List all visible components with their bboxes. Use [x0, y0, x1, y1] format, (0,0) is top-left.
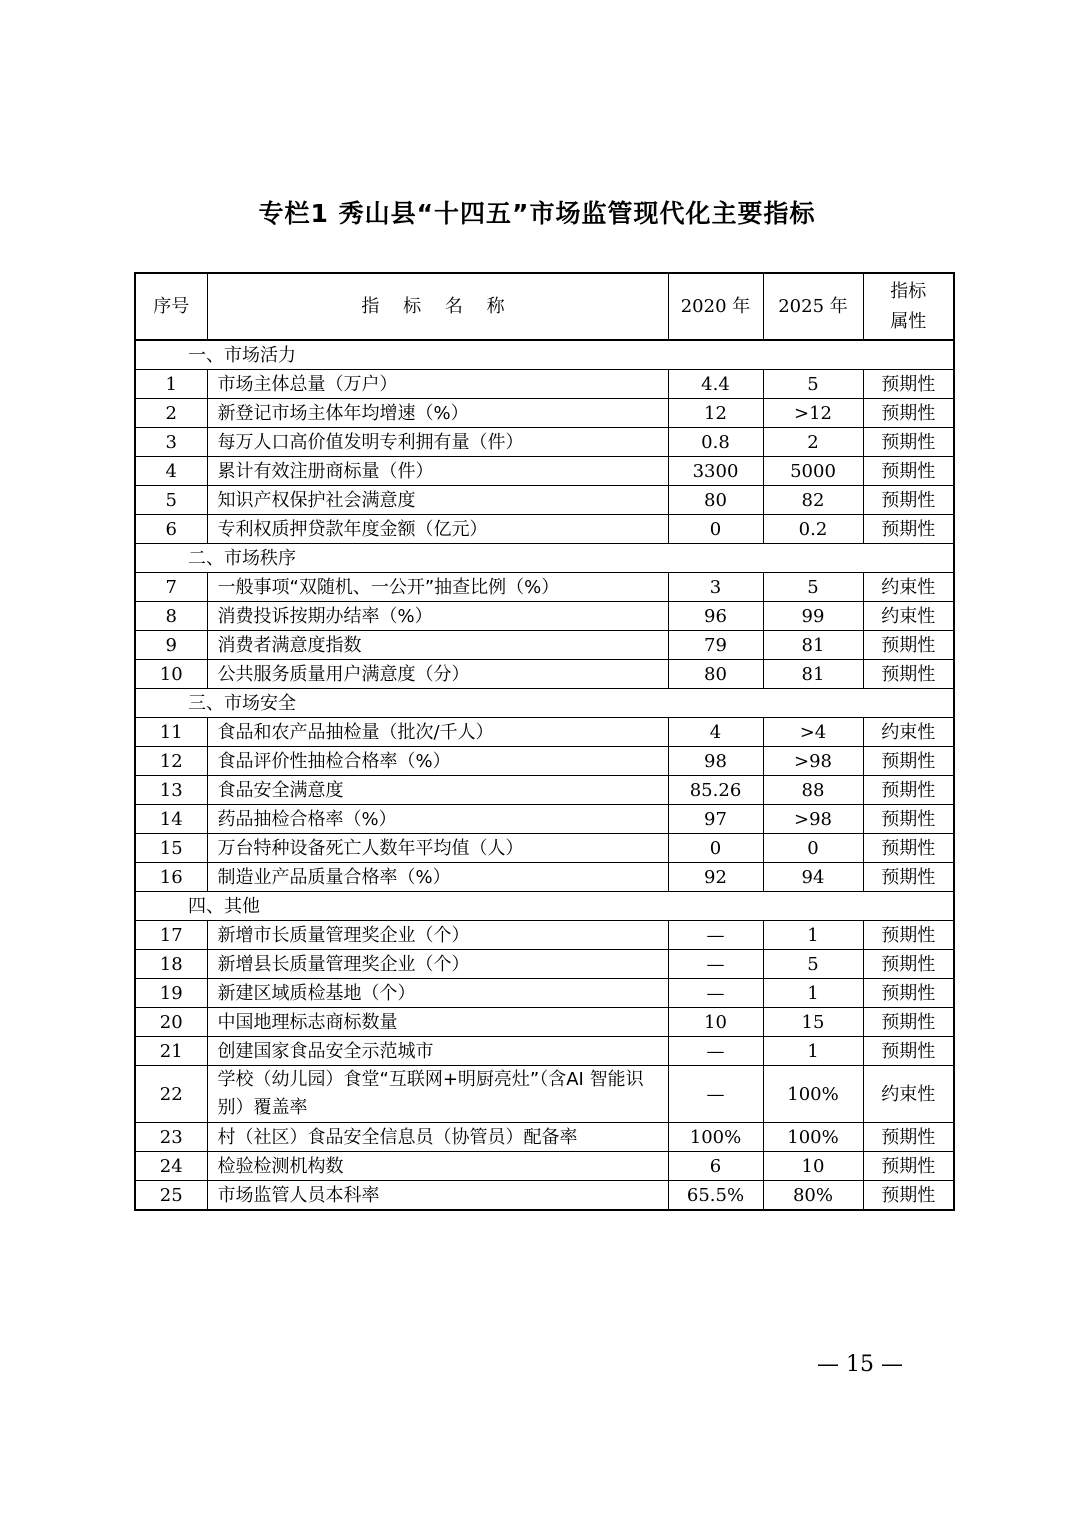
table-row	[135, 921, 954, 950]
cell-name: 食品评价性抽检合格率（%）	[207, 747, 668, 776]
table-row	[135, 573, 954, 602]
cell-2020: —	[668, 979, 763, 1008]
cell-name: 新增市长质量管理奖企业（个）	[207, 921, 668, 950]
cell-2025: >4	[763, 718, 863, 747]
cell-name: 食品和农产品抽检量（批次/千人）	[207, 718, 668, 747]
header-name-text: 指 标 名 称	[361, 296, 514, 317]
section-title: 二、市场秩序	[135, 544, 954, 573]
cell-seq: 4	[135, 457, 207, 486]
table-row	[135, 1152, 954, 1181]
cell-attribute: 预期性	[863, 399, 954, 428]
cell-attribute: 约束性	[863, 602, 954, 631]
cell-2020: 80	[668, 486, 763, 515]
cell-2020: 3300	[668, 457, 763, 486]
cell-attribute: 预期性	[863, 805, 954, 834]
table-row	[135, 863, 954, 892]
cell-2025: 99	[763, 602, 863, 631]
table-row	[135, 1037, 954, 1066]
cell-2020: 80	[668, 660, 763, 689]
cell-attribute: 预期性	[863, 979, 954, 1008]
table-row	[135, 718, 954, 747]
cell-seq: 1	[135, 370, 207, 399]
cell-attribute: 预期性	[863, 863, 954, 892]
cell-2020: 97	[668, 805, 763, 834]
cell-name: 消费投诉按期办结率（%）	[207, 602, 668, 631]
cell-2025: 0	[763, 834, 863, 863]
cell-2025: >98	[763, 805, 863, 834]
cell-2020: 4	[668, 718, 763, 747]
cell-2025: 94	[763, 863, 863, 892]
cell-seq: 23	[135, 1123, 207, 1152]
page-number: — 15 —	[817, 1352, 903, 1377]
cell-2020: 4.4	[668, 370, 763, 399]
cell-attribute: 预期性	[863, 1152, 954, 1181]
cell-name: 累计有效注册商标量（件）	[207, 457, 668, 486]
cell-seq: 12	[135, 747, 207, 776]
cell-attribute: 预期性	[863, 747, 954, 776]
cell-2020: 92	[668, 863, 763, 892]
cell-attribute: 预期性	[863, 457, 954, 486]
cell-2020: —	[668, 1037, 763, 1066]
table-row	[135, 428, 954, 457]
cell-2020: 0	[668, 834, 763, 863]
table-row	[135, 805, 954, 834]
cell-name: 消费者满意度指数	[207, 631, 668, 660]
cell-2025: >12	[763, 399, 863, 428]
cell-attribute: 预期性	[863, 1181, 954, 1211]
cell-seq: 2	[135, 399, 207, 428]
cell-attribute: 预期性	[863, 1037, 954, 1066]
cell-2020: 100%	[668, 1123, 763, 1152]
cell-2020: 79	[668, 631, 763, 660]
cell-seq: 16	[135, 863, 207, 892]
cell-attribute: 预期性	[863, 370, 954, 399]
cell-name: 中国地理标志商标数量	[207, 1008, 668, 1037]
cell-attribute: 预期性	[863, 428, 954, 457]
cell-attribute: 预期性	[863, 1123, 954, 1152]
cell-name: 村（社区）食品安全信息员（协管员）配备率	[207, 1123, 668, 1152]
section-row	[135, 892, 954, 921]
cell-2020: —	[668, 950, 763, 979]
cell-2025: 10	[763, 1152, 863, 1181]
cell-name: 药品抽检合格率（%）	[207, 805, 668, 834]
header-2025: 2025 年	[763, 273, 863, 340]
cell-seq: 14	[135, 805, 207, 834]
table-row	[135, 1181, 954, 1211]
cell-2020: 96	[668, 602, 763, 631]
table-row	[135, 660, 954, 689]
cell-2020: 6	[668, 1152, 763, 1181]
cell-2025: 5000	[763, 457, 863, 486]
cell-name: 检验检测机构数	[207, 1152, 668, 1181]
table-row	[135, 747, 954, 776]
cell-name: 新增县长质量管理奖企业（个）	[207, 950, 668, 979]
table-row	[135, 834, 954, 863]
cell-2025: 5	[763, 573, 863, 602]
cell-name: 专利权质押贷款年度金额（亿元）	[207, 515, 668, 544]
section-row	[135, 544, 954, 573]
section-title: 四、其他	[135, 892, 954, 921]
cell-name: 食品安全满意度	[207, 776, 668, 805]
cell-seq: 11	[135, 718, 207, 747]
cell-2025: 88	[763, 776, 863, 805]
cell-2025: >98	[763, 747, 863, 776]
cell-seq: 9	[135, 631, 207, 660]
cell-name: 万台特种设备死亡人数年平均值（人）	[207, 834, 668, 863]
cell-attribute: 预期性	[863, 660, 954, 689]
cell-attribute: 预期性	[863, 834, 954, 863]
cell-2025: 100%	[763, 1066, 863, 1123]
table-row	[135, 1123, 954, 1152]
cell-seq: 6	[135, 515, 207, 544]
cell-2020: 98	[668, 747, 763, 776]
cell-seq: 24	[135, 1152, 207, 1181]
cell-seq: 10	[135, 660, 207, 689]
cell-2025: 81	[763, 660, 863, 689]
cell-name: 新登记市场主体年均增速（%）	[207, 399, 668, 428]
table-row	[135, 457, 954, 486]
cell-2020: 65.5%	[668, 1181, 763, 1211]
header-2020: 2020 年	[668, 273, 763, 340]
cell-2025: 1	[763, 1037, 863, 1066]
cell-2025: 15	[763, 1008, 863, 1037]
header-seq: 序号	[135, 273, 207, 340]
cell-seq: 15	[135, 834, 207, 863]
cell-2025: 81	[763, 631, 863, 660]
cell-name: 制造业产品质量合格率（%）	[207, 863, 668, 892]
header-row	[135, 273, 954, 340]
cell-attribute: 预期性	[863, 515, 954, 544]
section-title: 三、市场安全	[135, 689, 954, 718]
cell-name: 新建区域质检基地（个）	[207, 979, 668, 1008]
cell-2020: 12	[668, 399, 763, 428]
cell-2020: 0	[668, 515, 763, 544]
section-row	[135, 340, 954, 370]
cell-seq: 21	[135, 1037, 207, 1066]
cell-2020: 3	[668, 573, 763, 602]
cell-name: 一般事项“双随机、一公开”抽查比例（%）	[207, 573, 668, 602]
cell-name: 知识产权保护社会满意度	[207, 486, 668, 515]
cell-2025: 82	[763, 486, 863, 515]
table-row	[135, 486, 954, 515]
table-row	[135, 515, 954, 544]
cell-2025: 2	[763, 428, 863, 457]
cell-seq: 8	[135, 602, 207, 631]
cell-name: 市场主体总量（万户）	[207, 370, 668, 399]
table-row	[135, 602, 954, 631]
cell-seq: 5	[135, 486, 207, 515]
cell-2025: 0.2	[763, 515, 863, 544]
cell-attribute: 约束性	[863, 573, 954, 602]
cell-seq: 7	[135, 573, 207, 602]
table-row	[135, 950, 954, 979]
cell-seq: 19	[135, 979, 207, 1008]
section-row	[135, 689, 954, 718]
table-row	[135, 631, 954, 660]
table-title: 专栏1 秀山县“十四五”市场监管现代化主要指标	[258, 199, 816, 228]
section-title: 一、市场活力	[135, 340, 954, 370]
table-body	[135, 340, 954, 1210]
cell-seq: 18	[135, 950, 207, 979]
cell-2025: 80%	[763, 1181, 863, 1211]
cell-name: 学校（幼儿园）食堂“互联网+明厨亮灶”（含AI 智能识别）覆盖率	[207, 1066, 668, 1123]
cell-2025: 5	[763, 370, 863, 399]
cell-seq: 3	[135, 428, 207, 457]
cell-attribute: 约束性	[863, 718, 954, 747]
table-row	[135, 979, 954, 1008]
cell-attribute: 预期性	[863, 1008, 954, 1037]
cell-seq: 25	[135, 1181, 207, 1211]
cell-name: 市场监管人员本科率	[207, 1181, 668, 1211]
cell-2025: 100%	[763, 1123, 863, 1152]
header-attribute-text: 指标属性	[890, 280, 927, 332]
indicator-table	[134, 272, 955, 1211]
cell-seq: 22	[135, 1066, 207, 1123]
cell-2020: 10	[668, 1008, 763, 1037]
cell-2020: 85.26	[668, 776, 763, 805]
table-row	[135, 399, 954, 428]
cell-attribute: 预期性	[863, 486, 954, 515]
table-row	[135, 776, 954, 805]
cell-seq: 13	[135, 776, 207, 805]
cell-attribute: 预期性	[863, 950, 954, 979]
cell-attribute: 约束性	[863, 1066, 954, 1123]
cell-seq: 20	[135, 1008, 207, 1037]
cell-2020: 0.8	[668, 428, 763, 457]
cell-attribute: 预期性	[863, 921, 954, 950]
cell-name: 每万人口高价值发明专利拥有量（件）	[207, 428, 668, 457]
header-attribute	[863, 273, 954, 340]
cell-attribute: 预期性	[863, 631, 954, 660]
table-row	[135, 370, 954, 399]
cell-name: 创建国家食品安全示范城市	[207, 1037, 668, 1066]
cell-seq: 17	[135, 921, 207, 950]
table-row	[135, 1066, 954, 1123]
cell-2020: —	[668, 1066, 763, 1123]
table-row	[135, 1008, 954, 1037]
cell-attribute: 预期性	[863, 776, 954, 805]
cell-2025: 1	[763, 979, 863, 1008]
cell-name: 公共服务质量用户满意度（分）	[207, 660, 668, 689]
header-name	[207, 273, 668, 340]
cell-2025: 1	[763, 921, 863, 950]
cell-2020: —	[668, 921, 763, 950]
cell-2025: 5	[763, 950, 863, 979]
